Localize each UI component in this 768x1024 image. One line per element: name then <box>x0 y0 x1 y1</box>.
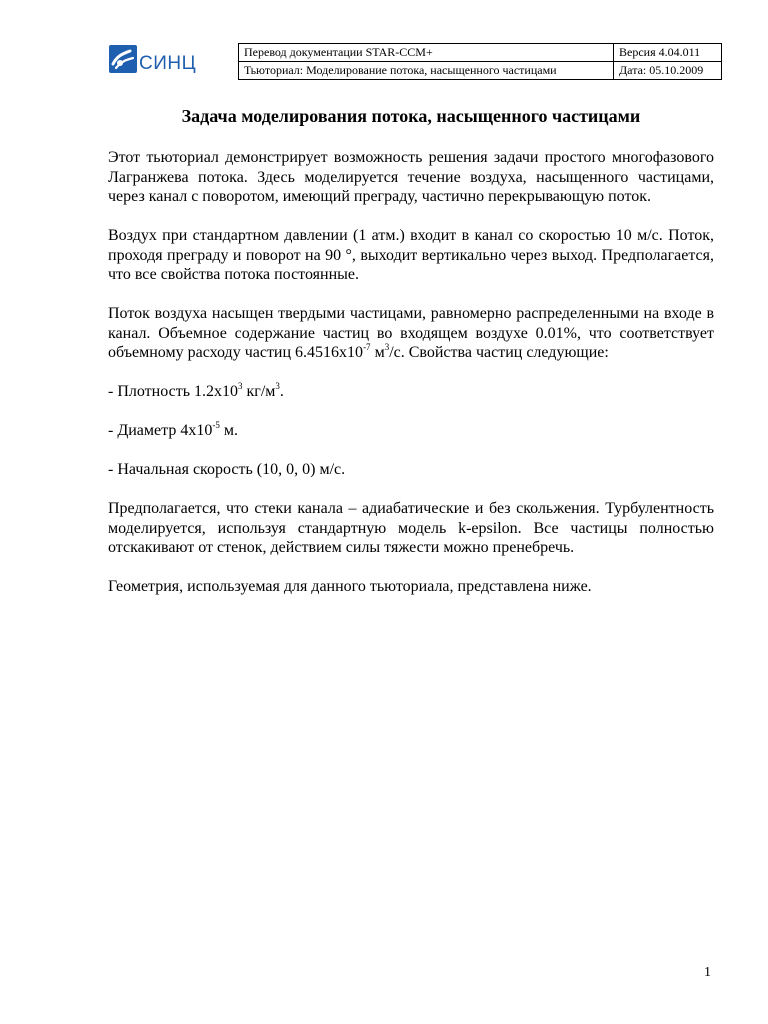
particles-exponent-2: 3 <box>384 341 390 352</box>
geometry-paragraph: Геометрия, используемая для данного тьюториала, представлена ниже. <box>108 578 592 595</box>
particles-exponent-1: -7 <box>363 341 371 352</box>
air-paragraph: Воздух при стандартном давлении (1 атм.) входит в канал со скоростью 10 м/с. Поток, проходя преграду и поворот на 90 °, выходит вертикально через выход. Предполагается, что все свойства потока постоянные. <box>108 227 714 283</box>
velocity-item: - Начальная скорость (10, 0, 0) м/с. <box>108 461 346 478</box>
page-number: 1 <box>704 965 711 980</box>
particles-text-part3: /с. Свойства частиц следующие: <box>389 344 609 361</box>
diameter-text-part2: м. <box>219 422 238 439</box>
particles-text-part2: м <box>370 344 385 361</box>
density-text-part2: кг/м <box>242 383 276 400</box>
version-cell: Версия 4.04.011 <box>614 44 722 62</box>
density-exponent-1: 3 <box>238 380 243 391</box>
intro-paragraph: Этот тьюториал демонстрирует возможность решения задачи простого многофазового Лагранжева потока. Здесь моделируется течение воздуха, насыщенного частицами, через канал с поворотом, имеющий преграду, частично перекрывающую поток. <box>108 149 714 205</box>
document-body <box>108 148 714 616</box>
walls-paragraph: Предполагается, что стеки канала – адиабатические и без скольжения. Турбулентность моделируется, используя стандартную модель k-epsilon. Все частицы полностью отскакивают от стенок, действием силы тяжести можно пренебречь. <box>108 500 714 556</box>
logo <box>108 44 200 76</box>
particles-text-part1: Поток воздуха насыщен твердыми частицами, равномерно распределенными на входе в канал. Объемное содержание частиц во входящем воздухе 0.01%, что соответствует объемному расходу частиц 6.4516x10 <box>108 305 714 361</box>
density-exponent-2: 3 <box>275 380 280 391</box>
particles-paragraph <box>108 304 714 363</box>
diameter-exponent: -5 <box>212 419 220 430</box>
density-text-part1: - Плотность 1.2x10 <box>108 383 238 400</box>
diameter-item <box>108 421 714 441</box>
logo-text: СИНЦ <box>139 53 197 74</box>
sinc-logo-mark-icon <box>108 44 138 74</box>
tutorial-cell: Тьюториал: Моделирование потока, насыщенного частицами <box>239 62 614 80</box>
density-text-part3: . <box>279 383 284 400</box>
document-header-table <box>238 43 722 80</box>
header-row <box>239 44 722 62</box>
density-item <box>108 382 714 402</box>
header-row <box>239 62 722 80</box>
page-title: Задача моделирования потока, насыщенного частицами <box>181 106 641 126</box>
date-cell: Дата: 05.10.2009 <box>614 62 722 80</box>
diameter-text-part1: - Диаметр 4x10 <box>108 422 213 439</box>
doc-title-cell: Перевод документации STAR-CCM+ <box>239 44 614 62</box>
